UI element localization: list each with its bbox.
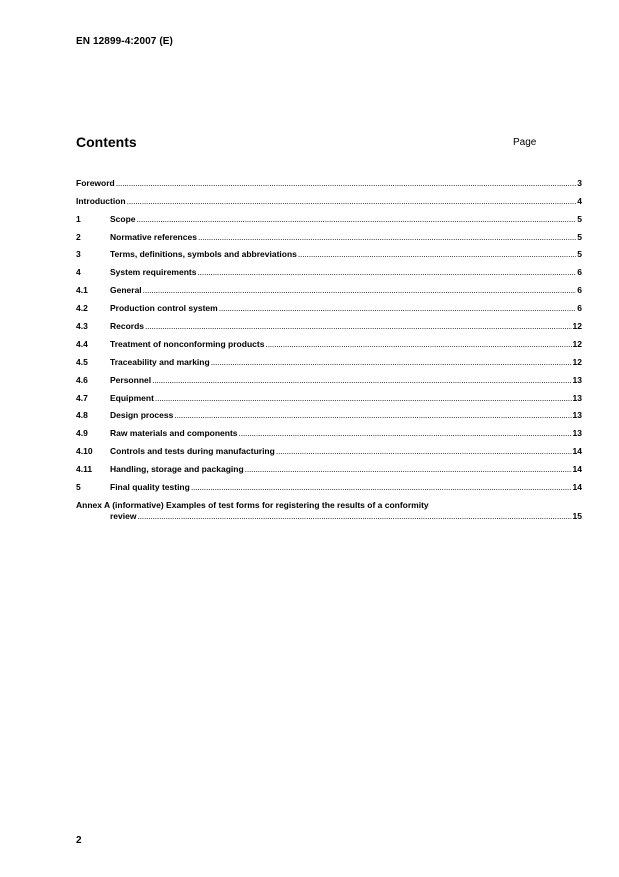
toc-entry[interactable] bbox=[76, 403, 582, 421]
toc-entry-number: 4.4 bbox=[76, 338, 88, 349]
toc-dot-leader bbox=[219, 303, 577, 313]
toc-entry-page: 13 bbox=[572, 410, 582, 421]
toc-entry-page: 4 bbox=[577, 195, 582, 206]
toc-dot-leader bbox=[155, 393, 572, 403]
toc-entry-title: Terms, definitions, symbols and abbreviations bbox=[110, 249, 297, 260]
toc-dot-leader bbox=[152, 375, 571, 385]
toc-entry-number: 4.5 bbox=[76, 356, 88, 367]
toc-entry-title: Production control system bbox=[110, 303, 218, 314]
toc-entry-page: 5 bbox=[577, 213, 582, 224]
toc-entry-page: 13 bbox=[572, 392, 582, 403]
toc-entry-number: 5 bbox=[76, 482, 81, 493]
document-header: EN 12899-4:2007 (E) bbox=[76, 36, 173, 47]
toc-entry[interactable] bbox=[76, 420, 582, 438]
toc-annex-entry[interactable] bbox=[76, 500, 582, 522]
toc-dot-leader bbox=[145, 321, 572, 331]
toc-entry-page: 14 bbox=[572, 482, 582, 493]
toc-entry[interactable] bbox=[76, 349, 582, 367]
page-number: 2 bbox=[76, 835, 82, 846]
toc-dot-leader bbox=[239, 428, 572, 438]
toc-dot-leader bbox=[276, 446, 572, 456]
toc-dot-leader bbox=[265, 339, 571, 349]
toc-entry-page: 12 bbox=[572, 338, 582, 349]
toc-entry[interactable] bbox=[76, 242, 582, 260]
toc-entry-title: Design process bbox=[110, 410, 174, 421]
toc-dot-leader bbox=[137, 214, 577, 224]
table-of-contents bbox=[76, 170, 582, 492]
toc-entry-page: 13 bbox=[572, 374, 582, 385]
toc-entry-page: 13 bbox=[572, 428, 582, 439]
toc-entry[interactable] bbox=[76, 474, 582, 492]
annex-page: 15 bbox=[572, 511, 582, 521]
toc-entry-number: 4.7 bbox=[76, 392, 88, 403]
page-column-label: Page bbox=[513, 137, 537, 148]
toc-entry-page: 5 bbox=[577, 231, 582, 242]
toc-entry-number: 4.8 bbox=[76, 410, 88, 421]
toc-entry-number: 4 bbox=[76, 267, 81, 278]
toc-entry-title: Scope bbox=[110, 213, 136, 224]
toc-entry-title: Foreword bbox=[76, 177, 115, 188]
toc-entry-number: 2 bbox=[76, 231, 81, 242]
toc-entry-title: Traceability and marking bbox=[110, 356, 210, 367]
toc-dot-leader bbox=[137, 511, 571, 522]
toc-dot-leader bbox=[198, 232, 576, 242]
toc-dot-leader bbox=[143, 285, 577, 295]
toc-entry[interactable] bbox=[76, 259, 582, 277]
toc-entry-page: 6 bbox=[577, 285, 582, 296]
toc-dot-leader bbox=[298, 249, 576, 259]
toc-entry-title: Raw materials and components bbox=[110, 428, 238, 439]
toc-entry[interactable] bbox=[76, 456, 582, 474]
toc-entry-page: 3 bbox=[577, 177, 582, 188]
toc-entry[interactable] bbox=[76, 313, 582, 331]
toc-entry[interactable] bbox=[76, 206, 582, 224]
toc-entry-title: Final quality testing bbox=[110, 482, 190, 493]
toc-entry-page: 5 bbox=[577, 249, 582, 260]
toc-entry-number: 4.2 bbox=[76, 303, 88, 314]
toc-entry-title: Equipment bbox=[110, 392, 154, 403]
annex-title-continuation: review bbox=[110, 511, 137, 521]
toc-entry-number: 4.11 bbox=[76, 464, 93, 475]
toc-entry[interactable] bbox=[76, 188, 582, 206]
toc-entry-title: System requirements bbox=[110, 267, 197, 278]
toc-entry-number: 4.3 bbox=[76, 321, 88, 332]
toc-dot-leader bbox=[211, 357, 572, 367]
toc-entry[interactable] bbox=[76, 224, 582, 242]
annex-title: Annex A (informative) Examples of test forms for registering the results of a conformity bbox=[76, 500, 429, 510]
toc-entry-title: Personnel bbox=[110, 374, 152, 385]
toc-entry-number: 4.1 bbox=[76, 285, 88, 296]
toc-entry-title: General bbox=[110, 285, 142, 296]
toc-entry-page: 12 bbox=[572, 321, 582, 332]
toc-entry-title: Records bbox=[110, 321, 145, 332]
toc-dot-leader bbox=[116, 178, 577, 188]
toc-entry[interactable] bbox=[76, 331, 582, 349]
toc-entry-number: 4.9 bbox=[76, 428, 88, 439]
toc-entry-number: 4.10 bbox=[76, 446, 93, 457]
toc-dot-leader bbox=[191, 482, 572, 492]
toc-entry-number: 4.6 bbox=[76, 374, 88, 385]
toc-entry-page: 12 bbox=[572, 356, 582, 367]
toc-entry[interactable] bbox=[76, 438, 582, 456]
toc-entry-number: 3 bbox=[76, 249, 81, 260]
toc-entry-page: 14 bbox=[572, 446, 582, 457]
toc-entry-title: Treatment of nonconforming products bbox=[110, 338, 265, 349]
toc-entry-title: Normative references bbox=[110, 231, 197, 242]
toc-entry[interactable] bbox=[76, 295, 582, 313]
toc-entry-page: 14 bbox=[572, 464, 582, 475]
toc-entry-title: Handling, storage and packaging bbox=[110, 464, 244, 475]
toc-entry-page: 6 bbox=[577, 267, 582, 278]
toc-entry[interactable] bbox=[76, 170, 582, 188]
toc-entry[interactable] bbox=[76, 385, 582, 403]
annex-continuation bbox=[76, 511, 582, 522]
toc-dot-leader bbox=[127, 196, 577, 206]
toc-dot-leader bbox=[245, 464, 572, 474]
toc-entry-title: Controls and tests during manufacturing bbox=[110, 446, 275, 457]
toc-entry[interactable] bbox=[76, 367, 582, 385]
toc-entry-title: Introduction bbox=[76, 195, 126, 206]
toc-dot-leader bbox=[174, 410, 571, 420]
toc-entry-number: 1 bbox=[76, 213, 81, 224]
toc-entry[interactable] bbox=[76, 277, 582, 295]
contents-title: Contents bbox=[76, 134, 137, 150]
toc-dot-leader bbox=[197, 267, 576, 277]
toc-entry-page: 6 bbox=[577, 303, 582, 314]
